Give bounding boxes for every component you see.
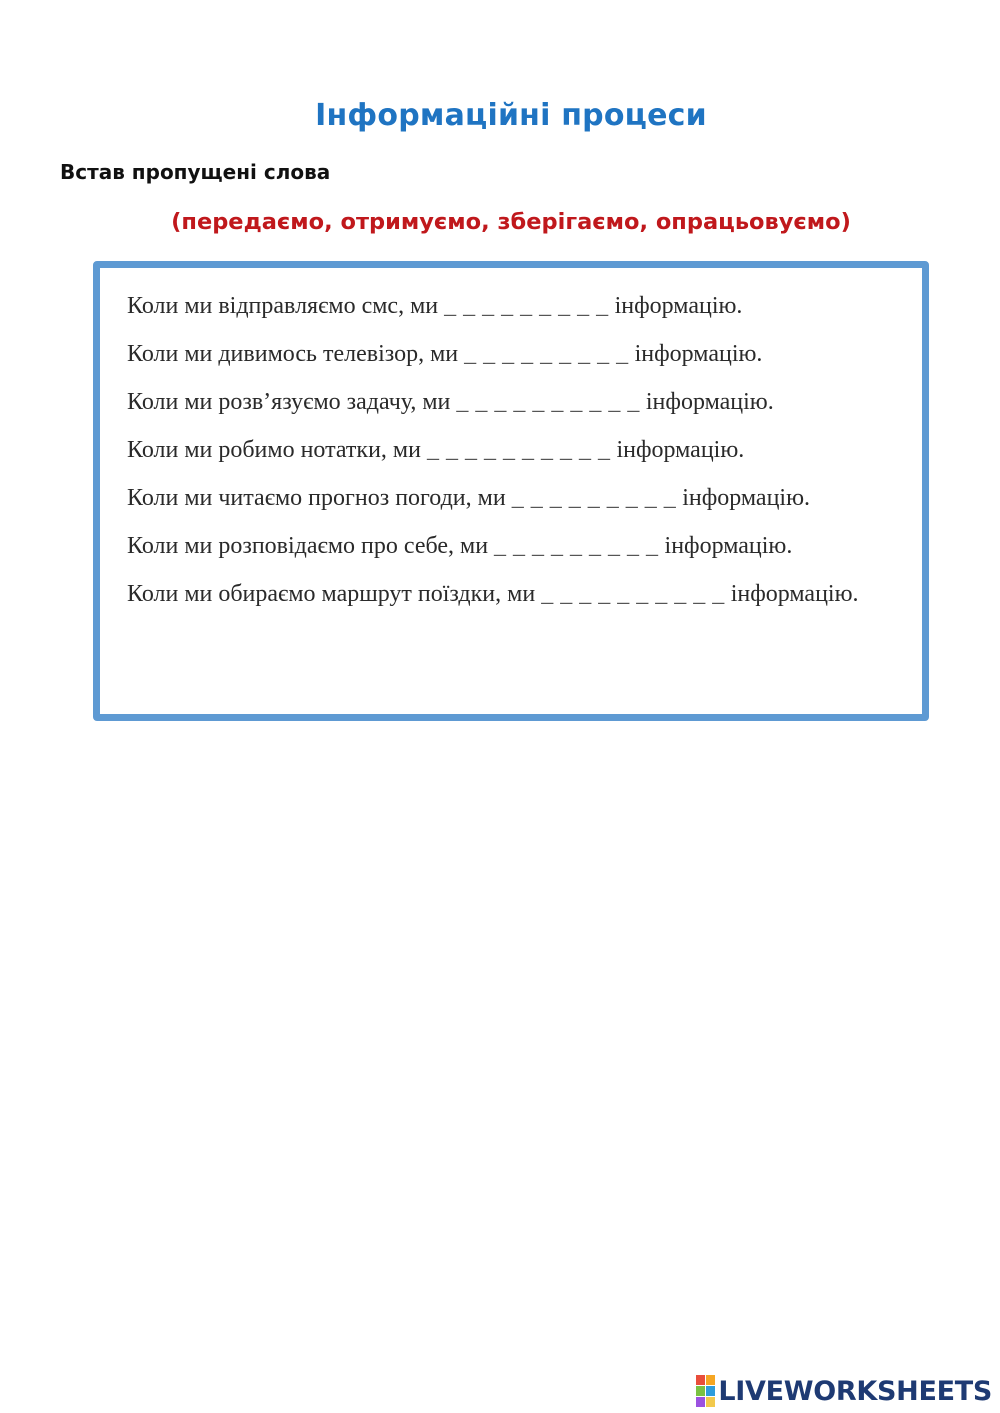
sentence-ending: інформацію. xyxy=(682,485,811,511)
logo-tile xyxy=(696,1386,705,1396)
sentence-2 xyxy=(127,336,877,372)
sentence-1 xyxy=(127,288,877,324)
liveworksheets-logo xyxy=(696,1375,992,1407)
answer-blank-5[interactable]: _ _ _ _ _ _ _ _ _ xyxy=(511,485,677,511)
logo-tile xyxy=(696,1375,705,1385)
sentence-text: Коли ми розповідаємо про себе, ми xyxy=(127,533,489,559)
answer-blank-4[interactable]: _ _ _ _ _ _ _ _ _ _ xyxy=(426,437,611,463)
logo-mark-icon xyxy=(696,1375,715,1407)
answer-blank-6[interactable]: _ _ _ _ _ _ _ _ _ xyxy=(494,533,659,559)
answer-blank-7[interactable]: _ _ _ _ _ _ _ _ _ _ xyxy=(541,581,725,607)
sentence-7 xyxy=(127,576,877,612)
sentence-text: Коли ми дивимось телевізор, ми xyxy=(127,341,459,367)
sentence-ending: інформацію. xyxy=(730,581,859,607)
exercise-box xyxy=(93,261,929,721)
answer-blank-1[interactable]: _ _ _ _ _ _ _ _ _ xyxy=(444,293,609,319)
sentence-text: Коли ми робимо нотатки, ми xyxy=(127,437,421,463)
sentence-4 xyxy=(127,432,877,468)
sentence-text: Коли ми читаємо прогноз погоди, ми xyxy=(127,485,506,511)
sentence-ending: інформацію. xyxy=(664,533,793,559)
answer-blank-3[interactable]: _ _ _ _ _ _ _ _ _ _ xyxy=(456,389,640,415)
sentence-ending: інформацію. xyxy=(616,437,745,463)
sentence-list xyxy=(127,288,877,624)
word-bank: (передаємо, отримуємо, зберігаємо, опрацьовуємо) xyxy=(171,209,851,235)
logo-tile xyxy=(706,1375,715,1385)
sentence-3 xyxy=(127,384,877,420)
logo-tile xyxy=(696,1397,705,1407)
logo-text: LIVEWORKSHEETS xyxy=(718,1375,992,1407)
instruction-text: Встав пропущені слова xyxy=(60,160,331,184)
sentence-6 xyxy=(127,528,877,564)
sentence-text: Коли ми розв’язуємо задачу, ми xyxy=(127,389,451,415)
sentence-ending: інформацію. xyxy=(614,293,743,319)
sentence-text: Коли ми обираємо маршрут поїздки, ми xyxy=(127,581,536,607)
sentence-ending: інформацію. xyxy=(634,341,763,367)
sentence-5 xyxy=(127,480,877,516)
answer-blank-2[interactable]: _ _ _ _ _ _ _ _ _ xyxy=(464,341,629,367)
sentence-text: Коли ми відправляємо смс, ми xyxy=(127,293,439,319)
logo-tile xyxy=(706,1397,715,1407)
page-title: Інформаційні процеси xyxy=(315,98,707,133)
logo-tile xyxy=(706,1386,715,1396)
sentence-ending: інформацію. xyxy=(645,389,774,415)
